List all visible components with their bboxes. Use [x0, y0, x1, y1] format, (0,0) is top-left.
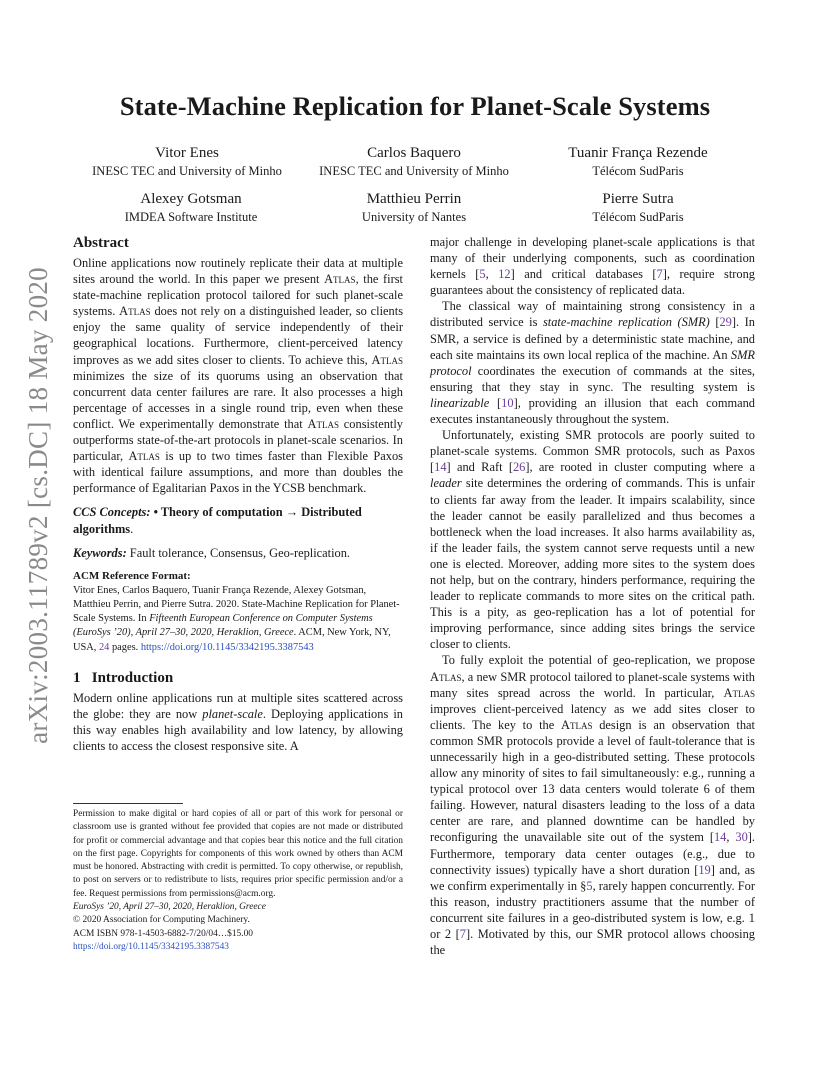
abstract-heading: Abstract	[73, 235, 129, 251]
author-affiliation: Télécom SudParis	[592, 210, 684, 224]
author-block	[304, 190, 524, 226]
section-link[interactable]: 5	[586, 878, 593, 893]
citation[interactable]: 19	[698, 862, 711, 877]
citation[interactable]: 10	[501, 395, 514, 410]
author-name: Alexey Gotsman	[140, 191, 242, 207]
keywords: Keywords: Fault tolerance, Consensus, Geo-replication.	[73, 545, 351, 560]
permission-notice: Permission to make digital or hard copies of all or part of this work for personal or classroom use is granted without fee provided that copies are not made or distributed for profit or commercial advantage and that copies bear this notice and the full citation on the first page. Copyrights for components of this work owned by others than ACM must be honored. Abstracting with credit is permitted. To copy otherwise, or republish, to post on servers or to redistribute to lists, requires prior specific permission and/or a fee. Request permissions from permissions@acm.org.	[73, 809, 403, 899]
abstract-text: Online applications now routinely replicate their data at multiple sites around the world. In this paper we present Atlas, the first state-machine replication protocol tailored for such planet-scale systems. Atlas does not rely on a distinguished leader, so clients enjoy the same quality of service independently of their geographical locations. Furthermore, client-perceived latency improves as we add sites closer to clients. To achieve this, Atlas minimizes the size of its quorums using an observation that concurrent data center failures are rare. It also processes a high percentage of accesses in a single round trip, even when these conflict. We experimentally demonstrate that Atlas consistently outperforms state-of-the-art protocols in planet-scale scenarios. In particular, Atlas is up to two times faster than Flexible Paxos with identical failure assumptions, and more than doubles the performance of Egalitarian Paxos in the YCSB benchmark.	[73, 256, 404, 496]
copyright-footer	[73, 808, 403, 954]
doi-link[interactable]: https://doi.org/10.1145/3342195.3387543	[140, 641, 314, 653]
author-block	[528, 190, 748, 226]
citation[interactable]: 30	[735, 830, 748, 845]
ccs-concepts: CCS Concepts: • Theory of computation → Distributed algorithms.	[73, 505, 362, 536]
paragraph: To fully exploit the potential of geo-replication, we propose Atlas, a new SMR protocol tailored to planet-scale systems with many sites spread across the world. In particular, Atlas improves client-perceived latency as we add sites closer to clients. The key to the Atlas design is an observation that common SMR protocols provide a level of fault-tolerance that is unnecessarily high in a geo-distributed setting. These protocols allow any minority of sites to fail simultaneously: e.g., running a typical protocol over 13 data centers would tolerate 6 of them failing. However, natural disasters leading to the loss of a data center are rare, and planned downtime can be handled by reconfiguring the unavailable site out of the system [14, 30]. Furthermore, temporary data center outages (e.g., due to connectivity issues) typically have a short duration [19] and, as we confirm experimentally in §5, rarely happen concurrently. For this reason, industry practitioners assume that the number of concurrent site failures in a geo-distributed system is low, e.g. 1 or 2 [7]. Motivated by this, our SMR protocol allows choosing the	[430, 653, 755, 958]
author-name: Pierre Sutra	[602, 191, 674, 207]
author-name: Tuanir França Rezende	[568, 145, 708, 161]
author-affiliation: INESC TEC and University of Minho	[319, 164, 509, 178]
author-affiliation: Télécom SudParis	[592, 164, 684, 178]
author-affiliation: University of Nantes	[361, 210, 467, 224]
author-name: Carlos Baquero	[367, 145, 461, 161]
conference-line: EuroSys ’20, April 27–30, 2020, Heraklion, Greece	[73, 902, 266, 913]
arxiv-watermark	[18, 266, 58, 744]
citation[interactable]: 12	[498, 267, 511, 282]
isbn-line: ACM ISBN 978-1-4503-6882-7/20/04…$15.00	[73, 928, 253, 939]
right-column	[430, 234, 755, 958]
citation[interactable]: 26	[512, 460, 526, 475]
author-block	[304, 144, 524, 180]
author-affiliation: INESC TEC and University of Minho	[92, 164, 282, 178]
citation[interactable]: 14	[713, 830, 727, 845]
acm-reference-text: Vitor Enes, Carlos Baquero, Tuanir França Rezende, Alexey Gotsman, Matthieu Perrin, and Pierre Sutra. 2020. State-Machine Replication for Planet-Scale Systems. In Fifteenth European Conference on Computer Systems (EuroSys ’20), April 27–30, 2020, Heraklion, Greece. ACM, New York, NY, USA, 24 pages. https://doi.org/10.1145/3342195.3387543	[73, 584, 400, 653]
author-name: Vitor Enes	[155, 145, 219, 161]
footnote-rule	[73, 803, 183, 804]
paragraph: major challenge in developing planet-scale applications is that many of their underlying components, such as coordination kernels [5, 12] and critical databases [7], require strong guarantees about the consistency of replicated data.	[430, 235, 756, 298]
copyright-line: © 2020 Association for Computing Machinery.	[73, 915, 250, 926]
paper-title: State-Machine Replication for Planet-Scale Systems	[119, 91, 711, 121]
citation[interactable]: 7	[656, 267, 663, 282]
author-block	[81, 190, 301, 226]
citation[interactable]: 5	[479, 267, 486, 282]
footer-doi-link[interactable]: https://doi.org/10.1145/3342195.3387543	[73, 941, 229, 952]
author-block	[77, 144, 297, 180]
paragraph: The classical way of maintaining strong consistency in a distributed service is state-machine replication (SMR) [29]. In SMR, a service is defined by a deterministic state machine, and each site maintains its own local replica of the machine. An SMR protocol coordinates the execution of commands at the sites, ensuring that they stay in sync. The resulting system is linearizable [10], providing an illusion that each command executes instantaneously throughout the system.	[430, 299, 755, 427]
acm-reference-heading: ACM Reference Format:	[73, 569, 191, 582]
author-block	[528, 144, 748, 180]
citation[interactable]: 14	[434, 460, 447, 475]
author-name: Matthieu Perrin	[366, 191, 462, 207]
citation[interactable]: 7	[459, 927, 466, 942]
section-heading-introduction: 1 Introduction	[73, 669, 174, 686]
paragraph: Unfortunately, existing SMR protocols are poorly suited to planet-scale systems. Common SMR protocols, such as Paxos [14] and Raft [26], are rooted in cluster computing where a leader site determines the ordering of commands. This is unfair to clients far away from the leader. It impairs scalability, since the leader cannot be easily parallelized and thus becomes a bottleneck when the load increases. It also harms availability as, if the leader fails, the system cannot serve requests until a new one is elected. Moreover, adding more sites to the system does not help, but on the contrary, hinders performance, requiring the leader to replicate commands to more sites on the critical path. This is a pity, as geo-replication has a lot of potential for improving performance, since adding sites brings the service closer to clients.	[430, 428, 755, 652]
arxiv-id: arXiv:2003.11789v2 [cs.DC] 18 May 2020	[22, 266, 53, 744]
citation[interactable]: 29	[719, 315, 732, 330]
intro-paragraph: Modern online applications run at multiple sites scattered across the globe: they are now planet-scale. Deploying applications in this way enables high availability and low latency, by allowing clients to access the closest responsive site. A	[73, 690, 403, 753]
author-affiliation: IMDEA Software Institute	[124, 210, 258, 224]
left-column	[73, 234, 403, 754]
